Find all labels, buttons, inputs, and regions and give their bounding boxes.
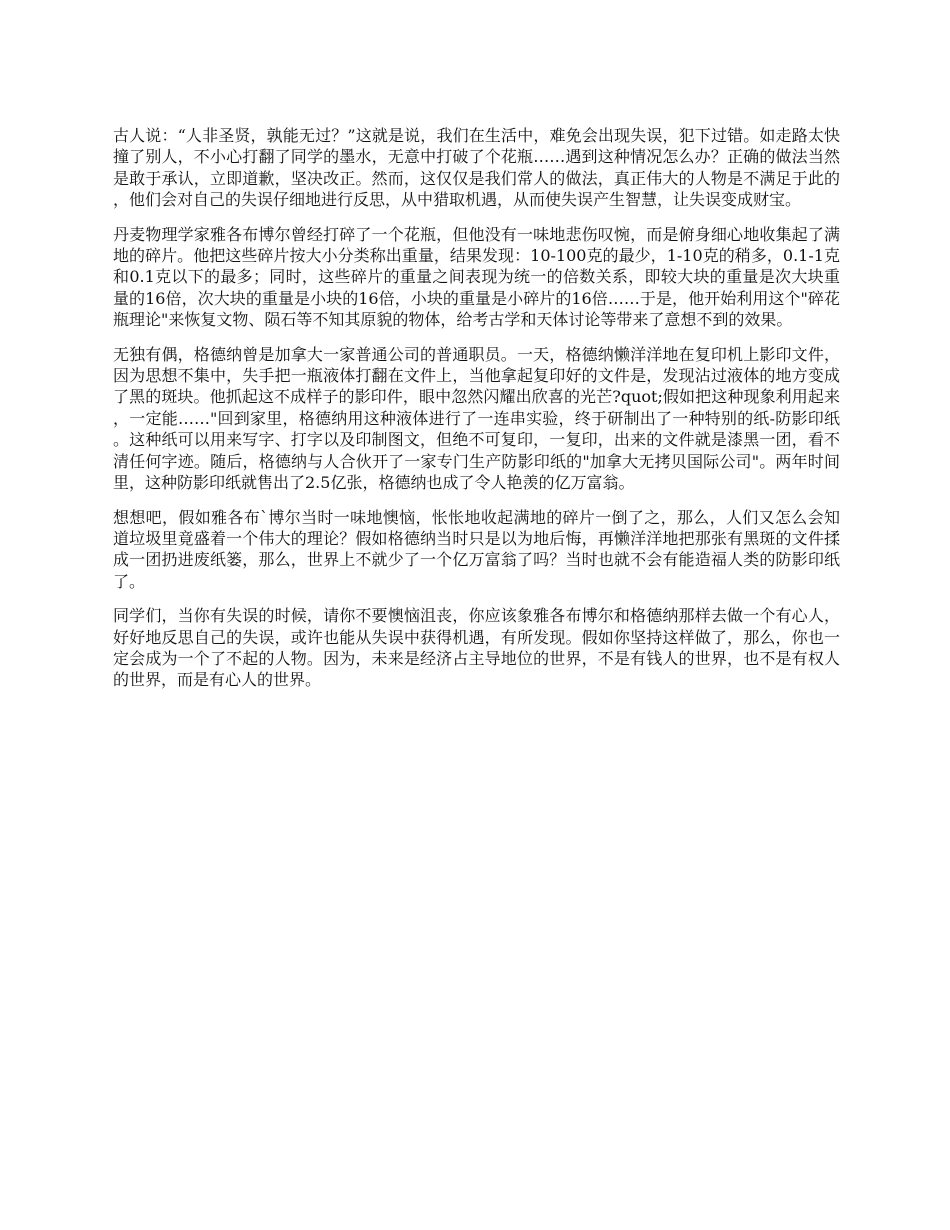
paragraph-3: 无独有偶，格德纳曾是加拿大一家普通公司的普通职员。一天，格德纳懒洋洋地在复印机上影印文件，因为思想不集中，失手把一瓶液体打翻在文件上，当他拿起复印好的文件是，发现沾过液体的地方变成了黑的斑块。他抓起这不成样子的影印件，眼中忽然闪耀出欣喜的光芒?quot;假如把这种现象利用起来，一定能……"回到家里，格德纳用这种液体进行了一连串实验，终于研制出了一种特别的纸-防影印纸。这种纸可以用来写字、打字以及印制图文，但绝不可复印，一复印，出来的文件就是漆黑一团，看不清任何字迹。随后，格德纳与人合伙开了一家专门生产防影印纸的"加拿大无拷贝国际公司"。两年时间里，这种防影印纸就售出了2.5亿张，格德纳也成了令人艳羡的亿万富翁。	[113, 344, 840, 493]
paragraph-2: 丹麦物理学家雅各布博尔曾经打碎了一个花瓶，但他没有一味地悲伤叹惋，而是俯身细心地收集起了满地的碎片。他把这些碎片按大小分类称出重量，结果发现：10-100克的最少，1-10克的稍多，0.1-1克和0.1克以下的最多；同时，这些碎片的重量之间表现为统一的倍数关系，即较大块的重量是次大块重量的16倍，次大块的重量是小块的16倍，小块的重量是小碎片的16倍……于是，他开始利用这个"碎花瓶理论"来恢复文物、陨石等不知其原貌的物体，给考古学和天体讨论等带来了意想不到的效果。	[113, 224, 840, 330]
document-body	[113, 125, 840, 704]
paragraph-4: 想想吧，假如雅各布`博尔当时一味地懊恼，怅怅地收起满地的碎片一倒了之，那么，人们又怎么会知道垃圾里竟盛着一个伟大的理论？假如格德纳当时只是以为地后悔，再懒洋洋地把那张有黑斑的文件揉成一团扔进废纸篓，那么，世界上不就少了一个亿万富翁了吗？当时也就不会有能造福人类的防影印纸了。	[113, 507, 840, 591]
paragraph-1: 古人说：“人非圣贤，孰能无过？”这就是说，我们在生活中，难免会出现失误，犯下过错。如走路太快撞了别人，不小心打翻了同学的墨水，无意中打破了个花瓶……遇到这种情况怎么办？正确的做法当然是敢于承认，立即道歉，坚决改正。然而，这仅仅是我们常人的做法，真正伟大的人物是不满足于此的，他们会对自己的失误仔细地进行反思，从中猎取机遇，从而使失误产生智慧，让失误变成财宝。	[113, 126, 840, 210]
paragraph-5: 同学们，当你有失误的时候，请你不要懊恼沮丧，你应该象雅各布博尔和格德纳那样去做一个有心人，好好地反思自己的失误，或许也能从失误中获得机遇，有所发现。假如你坚持这样做了，那么，你也一定会成为一个了不起的人物。因为，未来是经济占主导地位的世界，不是有钱人的世界，也不是有权人的世界，而是有心人的世界。	[113, 606, 840, 690]
